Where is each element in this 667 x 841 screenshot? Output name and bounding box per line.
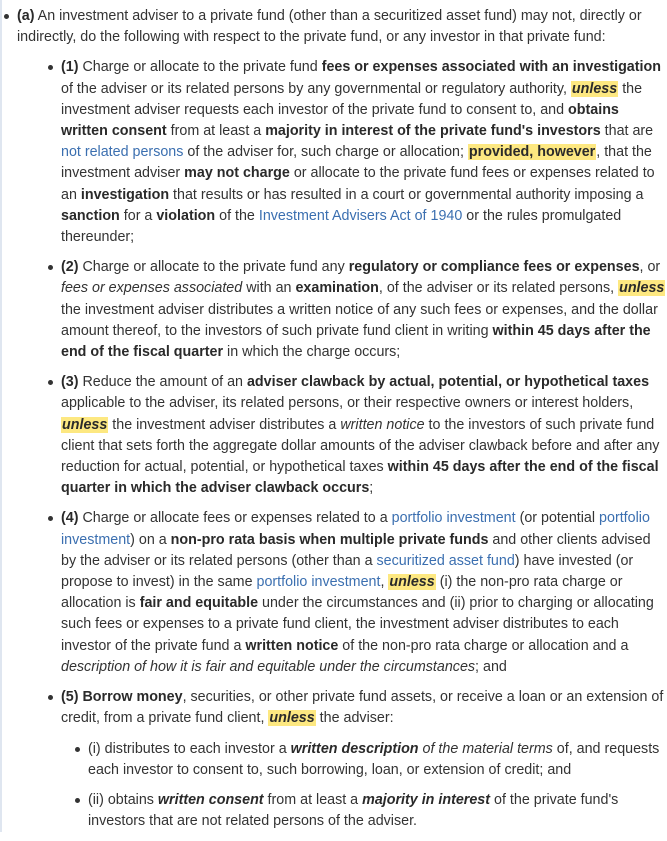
subsection-list — [17, 57, 667, 832]
text-segment: adviser clawback by actual, potential, or hypothetical taxes — [246, 374, 650, 391]
text-segment: of the adviser for, such charge or allocation; — [183, 144, 468, 161]
text-segment: (ii) obtains — [88, 791, 158, 808]
subsection-text — [61, 57, 667, 248]
text-segment: majority in interest of the private fund's investors — [265, 123, 601, 140]
text-segment: applicable to the adviser, its related persons, or their respective owners or interest holders, — [61, 395, 634, 412]
text-segment: ) have invested (or propose to invest) in the same — [61, 552, 634, 591]
text-segment: , or — [639, 259, 661, 276]
cross-reference-link[interactable]: portfolio investment — [391, 510, 516, 527]
text-segment: (or potential — [515, 510, 600, 527]
subsection-item — [17, 508, 667, 678]
text-segment: that are — [600, 123, 654, 140]
text-segment: sanction — [61, 207, 120, 224]
text-segment: (i) the non-pro rata charge or allocation is — [61, 574, 623, 612]
section-a-text — [17, 6, 667, 48]
text-segment: Charge or allocate fees or expenses related to a — [78, 510, 392, 527]
clause-item — [17, 790, 667, 832]
text-segment: fees or expenses associated — [61, 280, 243, 297]
cross-reference-link[interactable]: not related persons — [61, 144, 184, 161]
subsection-number: (1) — [61, 59, 79, 76]
text-segment: the investment adviser requests each investor of the private fund to consent to, and — [61, 80, 643, 118]
text-segment: and other clients advised by the adviser or its related persons (other than a — [61, 531, 651, 569]
highlighted-term: unless — [619, 280, 665, 297]
text-segment: , securities, or other private fund assets, or receive a loan or an extension of credit, from a private fund client, — [61, 689, 664, 727]
text-segment: for a — [119, 207, 157, 224]
highlighted-term: unless — [389, 574, 435, 591]
text-segment: may not charge — [184, 165, 290, 182]
text-segment: regulatory or compliance fees or expenses — [348, 259, 640, 276]
text-segment: examination — [295, 280, 379, 297]
text-segment: of the private fund's investors that are not related persons of the adviser. — [88, 791, 619, 830]
text-segment: obtains written consent — [61, 101, 619, 140]
clause-list — [61, 739, 667, 833]
text-segment: that results or has resulted in a court or governmental authority imposing a — [169, 186, 644, 203]
text-segment: , of the adviser or its related persons, — [378, 280, 619, 297]
text-segment: (i) distributes to each investor a — [88, 740, 291, 757]
section-a — [0, 6, 667, 832]
subsection-item — [17, 57, 667, 248]
text-segment: Borrow money — [82, 689, 183, 706]
subsection-text — [61, 257, 667, 363]
cross-reference-link[interactable]: portfolio investment — [61, 510, 650, 548]
text-segment: of the material terms — [418, 740, 553, 757]
subsection-item — [17, 687, 667, 832]
text-segment: majority in interest — [362, 791, 491, 808]
text-segment: within 45 days after the end of the fiscal quarter in which the adviser clawback occurs — [61, 459, 659, 497]
text-segment: under the circumstances and (ii) prior to charging or allocating such fees or expenses to a private fund client, the investment adviser distributes to each investor of the private fund a — [61, 595, 654, 654]
clause-text — [88, 739, 667, 781]
text-segment: Charge or allocate to the private fund any — [78, 259, 349, 276]
subsection-number: (4) — [61, 510, 79, 527]
text-segment: written notice — [245, 637, 339, 654]
text-segment: non-pro rata basis when multiple private funds — [170, 531, 489, 548]
highlighted-term: unless — [269, 710, 315, 727]
cross-reference-link[interactable]: portfolio investment — [256, 574, 381, 591]
text-segment: written description — [290, 740, 419, 757]
text-segment: the investment adviser distributes a — [108, 416, 341, 433]
text-segment: investigation — [80, 186, 170, 203]
text-segment: , that the investment adviser — [61, 144, 652, 182]
highlighted-term: unless — [62, 416, 108, 433]
text-segment: in which the charge occurs; — [223, 344, 401, 361]
cross-reference-link[interactable]: securitized asset fund — [376, 552, 515, 569]
section-a-body: An investment adviser to a private fund (other than a securitized asset fund) may not, directly or indirectly, do the following with respect to the private fund, or any investor in that private fund: — [17, 8, 642, 46]
subsection-text — [61, 372, 667, 499]
text-segment: , — [380, 574, 389, 591]
subsection-item — [17, 257, 667, 363]
text-segment: ) on a — [130, 531, 171, 548]
text-segment: of, and requests each investor to consent to, such borrowing, loan, or extension of credit; and — [88, 740, 660, 778]
cross-reference-link[interactable]: Investment Advisers Act of 1940 — [258, 207, 463, 224]
text-segment: or the rules promulgated thereunder; — [61, 207, 622, 246]
text-segment: Charge or allocate to the private fund — [78, 59, 322, 76]
clause-text — [88, 790, 667, 832]
text-segment: the adviser: — [315, 710, 394, 727]
text-segment: to the investors of such private fund client that sets forth the aggregate dollar amounts of the adviser clawback before and after any reduction for actual, potential, or hypothetical taxes — [61, 416, 660, 476]
text-segment: of the non-pro rata charge or allocation and a — [338, 637, 629, 654]
text-segment: written notice — [340, 416, 425, 433]
text-segment: fair and equitable — [139, 595, 259, 612]
section-list — [0, 6, 667, 832]
section-a-number: (a) — [17, 8, 35, 24]
subsection-number: (5) — [61, 689, 79, 706]
text-segment: ; and — [475, 658, 507, 675]
subsection-number: (3) — [61, 374, 79, 391]
text-segment: Reduce the amount of an — [78, 374, 247, 391]
subsection-item — [17, 372, 667, 499]
text-segment: from at least a — [166, 123, 266, 140]
text-segment: violation — [156, 207, 216, 224]
highlighted-term: unless — [571, 80, 618, 97]
text-segment: with an — [242, 280, 296, 297]
text-segment: ; — [369, 480, 374, 497]
subsection-text — [61, 687, 667, 729]
text-segment: description of how it is fair and equitable under the circumstances — [61, 658, 476, 675]
text-segment: of the — [215, 207, 259, 224]
text-segment: from at least a — [263, 791, 363, 808]
text-segment: the investment adviser distributes a written notice of any such fees or expenses, and the dollar amount thereof, to the investors of such private fund client in writing — [61, 301, 658, 339]
text-segment: written consent — [157, 791, 264, 808]
subsection-number: (2) — [61, 259, 79, 276]
subsection-text — [61, 508, 667, 678]
text-segment: or allocate to the private fund fees or expenses related to an — [61, 165, 655, 203]
text-segment: within 45 days after the end of the fiscal quarter — [61, 322, 651, 361]
clause-item — [17, 739, 667, 781]
highlighted-term: provided, however — [468, 144, 596, 161]
text-segment: of the adviser or its related persons by any governmental or regulatory authority, — [61, 80, 571, 97]
text-segment: fees or expenses associated with an investigation — [321, 59, 661, 76]
